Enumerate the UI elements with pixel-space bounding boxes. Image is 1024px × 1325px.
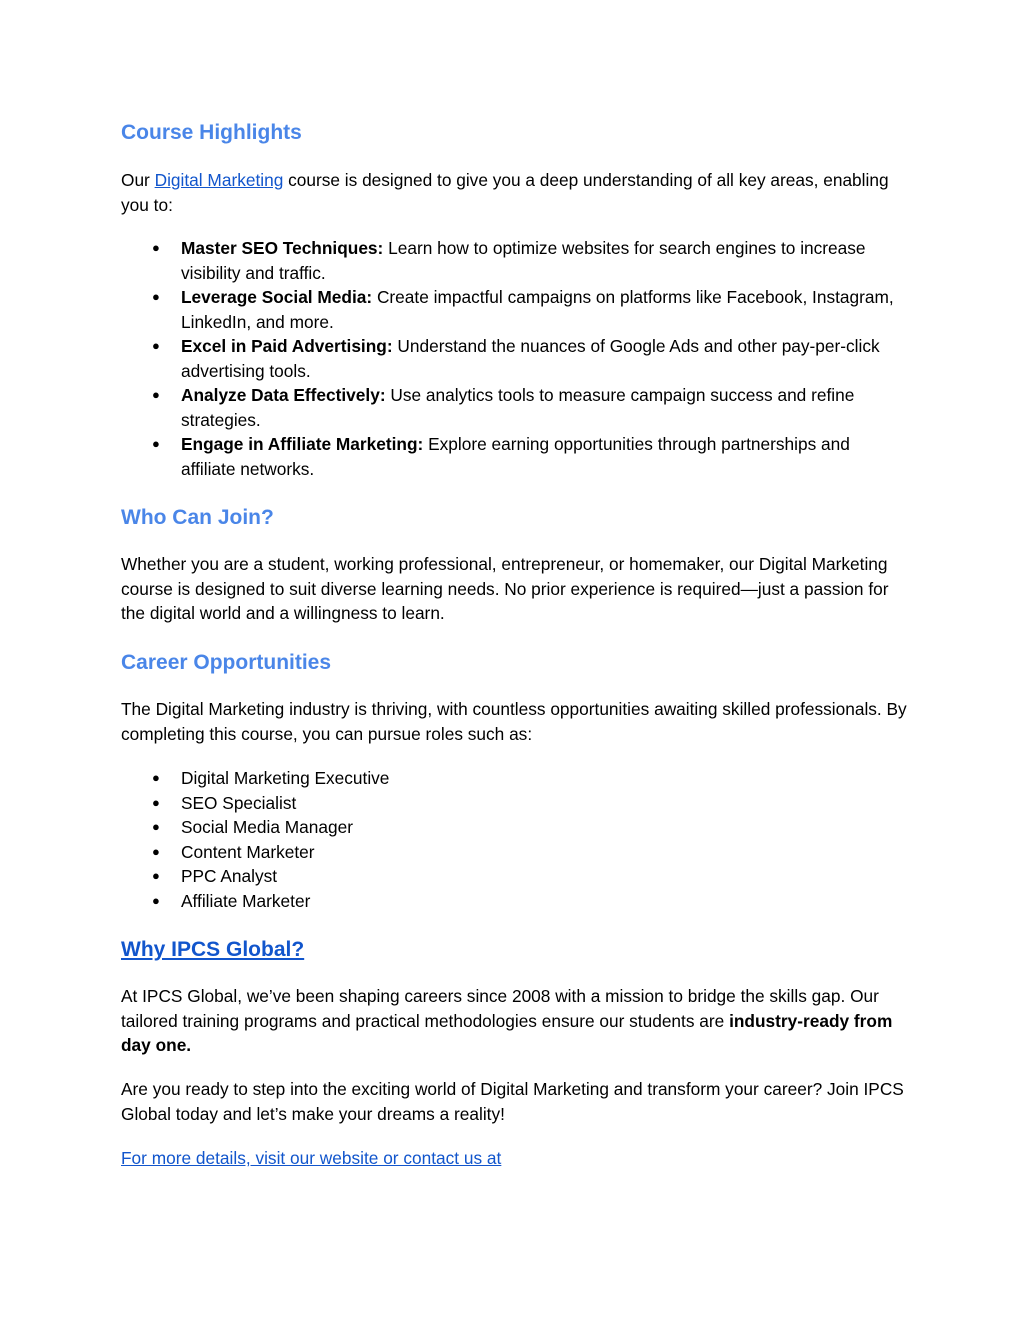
list-item	[121, 334, 901, 383]
call-to-action-paragraph: Are you ready to step into the exciting world of Digital Marketing and transform your career? Join IPCS Global today and let’s make your dreams a reality!	[121, 1079, 904, 1124]
list-item	[121, 383, 901, 432]
list-item	[121, 840, 901, 865]
list-item-title: Excel in Paid Advertising:	[181, 336, 393, 356]
bullet-icon: ●	[152, 868, 160, 883]
bullet-icon: ●	[152, 770, 160, 785]
why-ipcs-heading	[121, 937, 304, 963]
role-text: SEO Specialist	[181, 792, 297, 813]
role-text: PPC Analyst	[181, 866, 278, 886]
list-item-text: Create impactful campaigns on platforms like Facebook, Instagram, LinkedIn, and more.	[181, 287, 894, 332]
bullet-icon: ●	[152, 436, 160, 451]
role-text: Affiliate Marketer	[181, 890, 311, 911]
career-opportunities-heading: Career Opportunities	[121, 651, 332, 674]
list-item	[121, 815, 901, 840]
role-text: Content Marketer	[181, 841, 315, 862]
career-opportunities-paragraph: The Digital Marketing industry is thriving, with countless opportunities awaiting skilled professionals. By completing this course, you can pursue roles such as:	[121, 699, 907, 744]
why-ipcs-paragraph	[121, 984, 911, 1058]
list-item-title: Leverage Social Media:	[181, 287, 373, 307]
list-item	[121, 791, 901, 816]
role-text: Social Media Manager	[181, 817, 353, 837]
intro-text-after: course is designed to give you a deep understanding of all key areas, enabling you to:	[121, 170, 889, 215]
list-item-text: Learn how to optimize websites for search engines to increase visibility and traffic.	[181, 238, 866, 283]
who-can-join-paragraph: Whether you are a student, working professional, entrepreneur, or homemaker, our Digital Marketing course is designed to suit diverse learning needs. No prior experience is required—just a passion for the digital world and a willingness to learn.	[121, 554, 889, 623]
bullet-icon: ●	[152, 794, 160, 810]
career-roles-list	[121, 766, 911, 913]
list-item-text: Explore earning opportunities through partnerships and affiliate networks.	[181, 434, 850, 479]
list-item	[121, 285, 901, 334]
bullet-icon: ●	[152, 240, 160, 255]
course-highlights-list	[121, 236, 911, 481]
list-item-title: Master SEO Techniques:	[181, 238, 384, 258]
list-item-title: Analyze Data Effectively:	[181, 385, 386, 405]
list-item-title: Engage in Affiliate Marketing:	[181, 434, 424, 454]
list-item	[121, 864, 901, 889]
contact-paragraph	[121, 1146, 911, 1171]
why-ipcs-bold-text: industry-ready from day one.	[121, 1010, 893, 1055]
course-highlights-intro	[121, 168, 911, 217]
why-ipcs-text: At IPCS Global, we’ve been shaping careers since 2008 with a mission to bridge the skills gap. Our tailored training programs and practical methodologies ensure our students are	[121, 986, 879, 1031]
list-item-text: Use analytics tools to measure campaign success and refine strategies.	[181, 385, 855, 430]
why-ipcs-heading-link[interactable]: Why IPCS Global?	[121, 938, 305, 961]
list-item-text: Understand the nuances of Google Ads and other pay-per-click advertising tools.	[181, 336, 880, 381]
who-can-join-heading: Who Can Join?	[121, 506, 274, 529]
role-text: Digital Marketing Executive	[181, 768, 390, 788]
bullet-icon: ●	[152, 338, 160, 353]
list-item	[121, 432, 901, 481]
bullet-icon: ●	[152, 387, 160, 402]
bullet-icon: ●	[152, 289, 160, 304]
list-item	[121, 236, 901, 285]
intro-text-before: Our	[121, 170, 155, 190]
list-item	[121, 889, 901, 914]
course-highlights-heading: Course Highlights	[121, 121, 302, 144]
bullet-icon: ●	[152, 843, 160, 859]
list-item	[121, 766, 901, 791]
contact-link[interactable]: For more details, visit our website or contact us at	[121, 1148, 502, 1168]
bullet-icon: ●	[152, 892, 160, 908]
bullet-icon: ●	[152, 819, 160, 834]
digital-marketing-link[interactable]: Digital Marketing	[154, 170, 284, 190]
